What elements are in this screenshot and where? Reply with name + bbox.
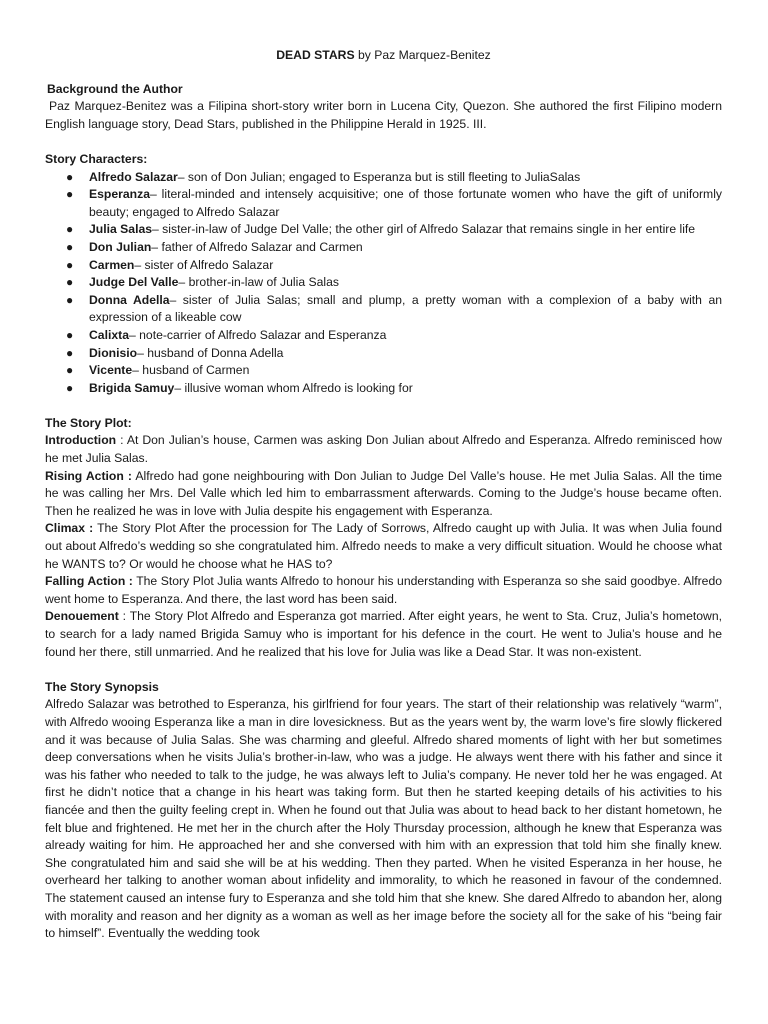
character-name: Calixta bbox=[89, 327, 129, 342]
plot-introduction bbox=[45, 432, 722, 467]
character-name: Vicente bbox=[89, 363, 133, 378]
character-name: Julia Salas bbox=[89, 222, 153, 237]
list-item bbox=[45, 380, 722, 398]
list-item bbox=[45, 274, 722, 292]
bullet-icon: ● bbox=[66, 327, 74, 342]
title-author: by Paz Marquez-Benitez bbox=[354, 48, 491, 62]
character-desc: – illusive woman whom Alfredo is looking for bbox=[174, 380, 413, 395]
plot-rising-action bbox=[45, 468, 722, 521]
document-title bbox=[45, 47, 722, 65]
bullet-icon: ● bbox=[66, 345, 74, 360]
bullet-icon: ● bbox=[66, 363, 74, 378]
list-item bbox=[45, 221, 722, 239]
bullet-icon: ● bbox=[66, 169, 74, 184]
list-item bbox=[45, 239, 722, 257]
character-desc: – son of Don Julian; engaged to Esperanza but is still fleeting to JuliaSalas bbox=[177, 169, 581, 184]
character-desc: – brother-in-law of Julia Salas bbox=[178, 275, 339, 290]
character-desc: – sister-in-law of Judge Del Valle; the other girl of Alfredo Salazar that remains single in her entire life bbox=[152, 222, 696, 237]
list-item bbox=[45, 186, 722, 221]
plot-text: Alfredo had gone neighbouring with Don Julian to Judge Del Valle’s house. He met Julia Salas. All the time he was calling her Mrs. Del Valle which led him to embarrassment afterwards. Coming to the Judge’s house became often. Then he realized he was in love with Julia despite his engagement with Esperanza. bbox=[45, 468, 722, 518]
plot-label: Denouement bbox=[45, 609, 119, 624]
plot-section bbox=[45, 415, 722, 661]
synopsis-text: Alfredo Salazar was betrothed to Esperanza, his girlfriend for four years. The start of their relationship was relatively “warm”, with Alfredo wooing Esperanza like a man in dire lovesickness. But as the years went by, the warm love’s fire slowly flickered and it was because of Julia Salas. She was charming and gleeful. Alfredo shared moments of light with her but sometimes deep conversations when he visits Julia’s brother-in-law, who was a judge. He always went there with his father and since it was his father who needed to talk to the judge, he was always left to Julia’s company. He never told her he was engaged. At first he didn’t notice that a change in his heart was taking form. But then he started keeping details of his activities to his fiancée and then the guilty feeling crept in. When he found out that Julia was about to head back to her distant hometown, he felt blue and frightened. He met her in the church after the Holy Thursday procession, although he knew that Esperanza was already waiting for him. He approached her and she conversed with him with an expression that told him she finally knew. She congratulated him and said she will be at his wedding. Then they parted. When he visited Esperanza in her house, he overheard her talking to another woman about infidelity and immorality, to which he reasoned in favour of the condemned. The statement caused an intense fury to Esperanza and she told him that she knew. She dared Alfredo to abandon her, along with morality and reason and her dignity as a woman as well as her image before the society all for the sake of his “being fair to himself”. Eventually the wedding took bbox=[45, 697, 722, 941]
character-name: Judge Del Valle bbox=[89, 275, 179, 290]
plot-label: Rising Action : bbox=[45, 468, 132, 483]
synopsis-heading: The Story Synopsis bbox=[45, 679, 159, 694]
plot-text: The Story Plot Julia wants Alfredo to honour his understanding with Esperanza so she said goodbye. Alfredo went home to Esperanza. And there, the last word has been said. bbox=[45, 574, 722, 606]
character-name: Donna Adella bbox=[89, 292, 170, 307]
character-name: Alfredo Salazar bbox=[89, 169, 178, 184]
character-desc: – literal-minded and intensely acquisitive; one of those fortunate women who have the gift of uniformly beauty; engaged to Alfredo Salazar bbox=[89, 187, 722, 219]
plot-label: Climax : bbox=[45, 521, 94, 536]
bullet-icon: ● bbox=[66, 275, 74, 290]
plot-text: The Story Plot After the procession for The Lady of Sorrows, Alfredo caught up with Julia. It was when Julia found out about Alfredo’s wedding so she congratulated him. Alfredo needs to make a very difficult situation. Would he choose what he WANTS to? Or would he choose what he HAS to? bbox=[45, 521, 722, 571]
list-item bbox=[45, 327, 722, 345]
background-heading: Background the Author bbox=[47, 81, 183, 96]
plot-climax bbox=[45, 520, 722, 573]
plot-separator: : bbox=[116, 433, 127, 448]
bullet-icon: ● bbox=[66, 257, 74, 272]
character-name: Brigida Samuy bbox=[89, 380, 175, 395]
character-name: Don Julian bbox=[89, 239, 152, 254]
character-desc: – sister of Julia Salas; small and plump, a pretty woman with a complexion of a baby with an expression of a likeable cow bbox=[89, 292, 723, 325]
list-item bbox=[45, 257, 722, 275]
list-item bbox=[45, 292, 722, 327]
character-desc: – father of Alfredo Salazar and Carmen bbox=[151, 239, 363, 254]
character-name: Carmen bbox=[89, 257, 135, 272]
character-name: Esperanza bbox=[89, 187, 150, 202]
list-item bbox=[45, 169, 722, 187]
background-text: Paz Marquez-Benitez was a Filipina short-story writer born in Lucena City, Quezon. She authored the first Filipino modern English language story, Dead Stars, published in the Philippine Herald in 1925. III. bbox=[45, 99, 722, 131]
plot-falling-action bbox=[45, 573, 722, 608]
characters-list bbox=[45, 169, 722, 398]
title-main: DEAD STARS bbox=[276, 48, 355, 62]
plot-heading: The Story Plot: bbox=[45, 415, 132, 430]
plot-separator: : bbox=[118, 609, 130, 624]
list-item bbox=[45, 362, 722, 380]
plot-text: The Story Plot Alfredo and Esperanza got married. After eight years, he went to Sta. Cruz, Julia’s hometown, to search for a lady named Brigida Samuy who is important for his defence in the court. He went to Julia’s house and he found her there, still unmarried. And he realized that his love for Julia was like a Dead Star. It was non-existent. bbox=[45, 609, 722, 659]
plot-label: Introduction bbox=[45, 433, 117, 448]
bullet-icon: ● bbox=[66, 239, 74, 254]
character-name: Dionisio bbox=[89, 345, 138, 360]
list-item bbox=[45, 345, 722, 363]
character-desc: – husband of Carmen bbox=[132, 363, 250, 378]
bullet-icon: ● bbox=[66, 187, 74, 202]
plot-label: Falling Action : bbox=[45, 574, 133, 589]
plot-denouement bbox=[45, 608, 722, 661]
character-desc: – sister of Alfredo Salazar bbox=[134, 257, 274, 272]
character-desc: – note-carrier of Alfredo Salazar and Esperanza bbox=[128, 327, 387, 342]
plot-text: At Don Julian’s house, Carmen was asking Don Julian about Alfredo and Esperanza. Alfredo reminisced how he met Julia Salas. bbox=[45, 433, 722, 466]
character-desc: – husband of Donna Adella bbox=[137, 345, 284, 360]
bullet-icon: ● bbox=[66, 222, 74, 237]
bullet-icon: ● bbox=[66, 292, 74, 307]
bullet-icon: ● bbox=[66, 380, 74, 395]
characters-heading: Story Characters: bbox=[45, 151, 148, 166]
